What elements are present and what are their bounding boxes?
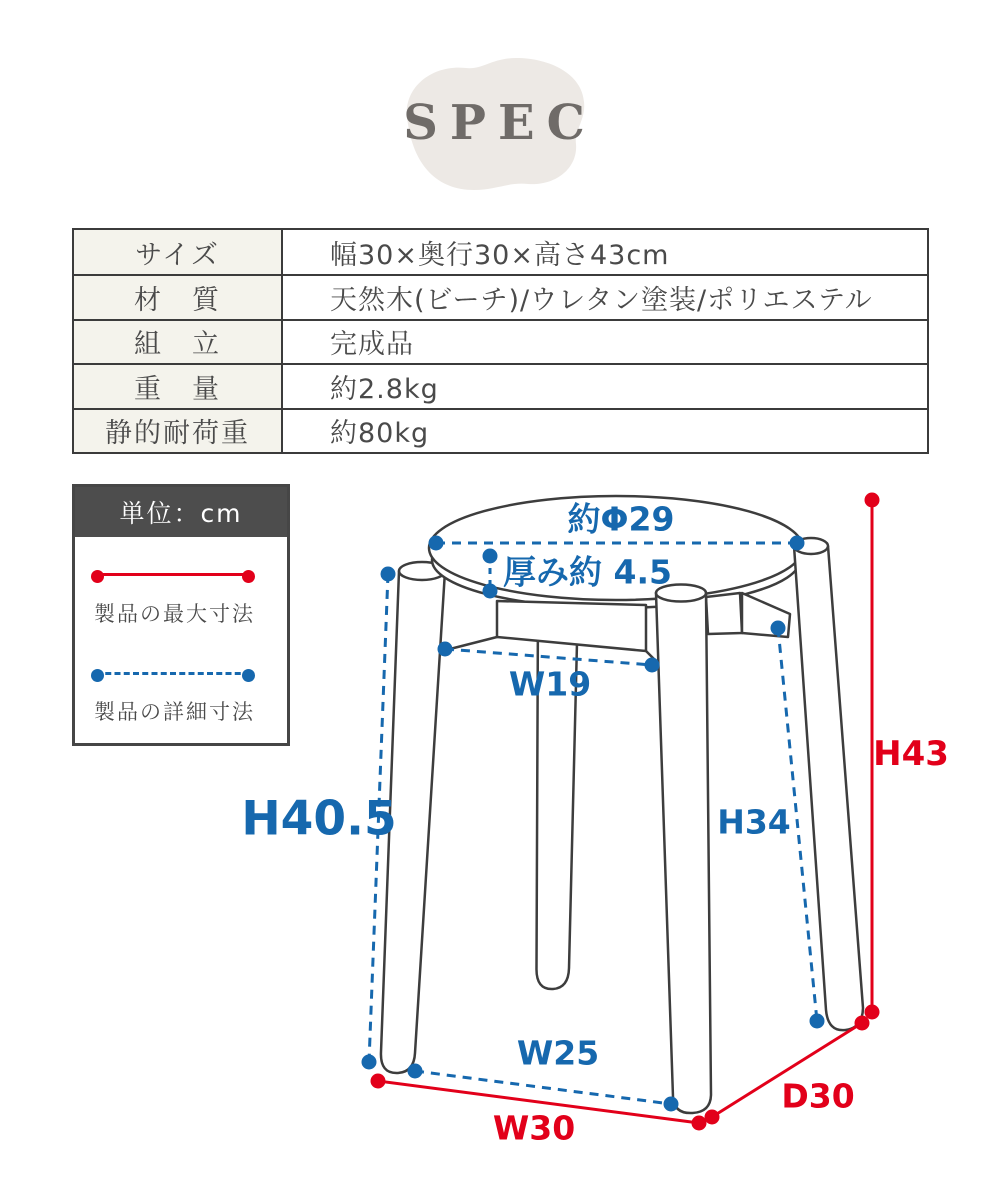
legend-unit-header: 単位：cm [75, 487, 287, 537]
dim-label-h43: H43 [873, 734, 949, 774]
legend-detail-label: 製品の詳細寸法 [94, 700, 255, 724]
dim-label-h40-5: H40.5 [241, 791, 397, 847]
stool-back-leg [536, 602, 578, 989]
spec-row-label: 重 量 [74, 363, 283, 407]
dim-label-thickness: 厚み約 4.5 [503, 552, 672, 592]
spec-row-value: 約2.8kg [283, 363, 927, 407]
dim-label-h34: H34 [717, 802, 791, 842]
dim-label-d30: D30 [781, 1076, 855, 1116]
spec-row-value: 完成品 [283, 319, 927, 363]
spec-row-label: サイズ [74, 230, 283, 274]
spec-row-label: 材 質 [74, 274, 283, 318]
stool-apron-right [706, 593, 742, 634]
stool-apron-left-arm [446, 637, 497, 650]
stool-right-leg [794, 546, 863, 1030]
stool-apron-left [497, 601, 646, 651]
dim-label-w19: W19 [508, 664, 592, 704]
spec-row-label: 静的耐荷重 [74, 408, 283, 452]
dim-label-diameter: 約Φ29 [567, 499, 675, 539]
spec-row-value: 約80kg [283, 408, 927, 452]
dim-label-w30: W30 [492, 1108, 576, 1148]
dim-line-w25 [415, 1071, 671, 1104]
spec-row-value: 幅30×奥行30×高さ43cm [330, 239, 670, 271]
spec-row-value: 天然木(ビーチ)/ウレタン塗装/ポリエステル [283, 274, 927, 318]
legend-max-label: 製品の最大寸法 [94, 602, 255, 626]
spec-row-label: 組 立 [74, 319, 283, 363]
stool-front-leg [656, 593, 711, 1113]
dim-label-w25: W25 [516, 1033, 600, 1073]
page-title: SPEC [403, 95, 597, 151]
